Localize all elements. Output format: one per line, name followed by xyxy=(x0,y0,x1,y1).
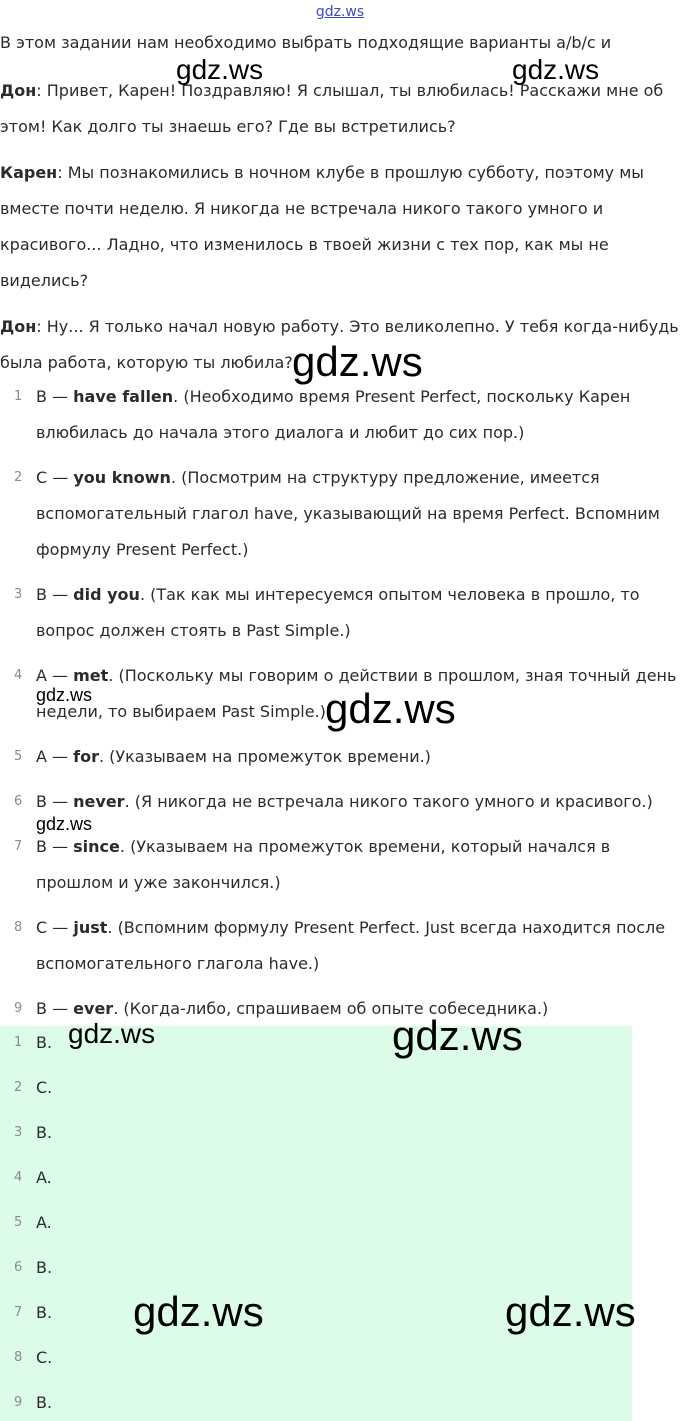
answer-phrase: ever xyxy=(73,999,114,1018)
intro-text: В этом задании нам необходимо выбрать подходящие варианты a/b/c и xyxy=(0,33,612,52)
item-number: 9 xyxy=(14,1001,23,1016)
answer-value: A. xyxy=(36,1168,52,1187)
explanation-text: B — since. (Указываем на промежуток времени, который начался в xyxy=(36,837,611,856)
speaker-name: Карен xyxy=(0,163,58,182)
watermark: gdz.ws xyxy=(36,814,93,834)
answer-phrase: you known xyxy=(73,468,171,487)
watermark: gdz.ws xyxy=(292,338,423,385)
site-link[interactable]: gdz.ws xyxy=(315,4,365,20)
answer-phrase: met xyxy=(73,666,109,685)
answer-phrase: have fallen xyxy=(73,387,174,406)
watermark: gdz.ws xyxy=(512,54,600,85)
explanation-text: C — you known. (Посмотрим на структуру предложение, имеется xyxy=(36,468,600,487)
answer-value: B. xyxy=(36,1123,53,1142)
item-number: 9 xyxy=(14,1395,23,1410)
item-number: 3 xyxy=(14,1125,23,1140)
watermark: gdz.ws xyxy=(133,1288,264,1335)
explanation-text: B — ever. (Когда-либо, спрашиваем об опыте собеседника.) xyxy=(36,999,549,1018)
dialogue-text: : Мы познакомились в ночном клубе в прошлую субботу, поэтому мы xyxy=(57,163,644,182)
item-number: 7 xyxy=(14,1305,23,1320)
watermark: gdz.ws xyxy=(325,685,456,732)
answer-phrase: just xyxy=(73,918,108,937)
item-number: 6 xyxy=(14,794,23,809)
dialogue-text: : Ну... Я только начал новую работу. Это великолепно. У тебя когда-нибудь xyxy=(36,317,679,336)
dialogue-line xyxy=(0,109,676,145)
dialogue-text: виделись? xyxy=(0,271,89,290)
item-number: 6 xyxy=(14,1260,23,1275)
answer-phrase: did you xyxy=(73,585,140,604)
answer-value: B. xyxy=(36,1393,53,1412)
item-number: 2 xyxy=(14,470,23,485)
answer-phrase: never xyxy=(73,792,125,811)
item-number: 8 xyxy=(14,920,23,935)
answer-value: B. xyxy=(36,1033,53,1052)
dialogue-text: вместе почти неделю. Я никогда не встречала никого такого умного и xyxy=(0,199,604,218)
item-number: 1 xyxy=(14,1035,23,1050)
watermark: gdz.ws xyxy=(392,1012,523,1059)
item-number: 2 xyxy=(14,1080,23,1095)
watermark: gdz.ws xyxy=(68,1018,156,1049)
item-number: 8 xyxy=(14,1350,23,1365)
dialogue-line xyxy=(0,155,676,191)
dialogue-line xyxy=(0,263,676,299)
watermark: gdz.ws xyxy=(36,685,93,705)
dialogue-text: этом! Как долго ты знаешь его? Где вы встретились? xyxy=(0,117,456,136)
watermark: gdz.ws xyxy=(505,1288,636,1335)
answer-phrase: since xyxy=(73,837,120,856)
item-number: 4 xyxy=(14,668,23,683)
answer-phrase: for xyxy=(73,747,99,766)
dialogue-line xyxy=(0,191,676,227)
explanation-text: B — did you. (Так как мы интересуемся опытом человека в прошло, то xyxy=(36,585,640,604)
explanation-text: B — never. (Я никогда не встречала никого такого умного и красивого.) xyxy=(36,792,653,811)
watermark: gdz.ws xyxy=(176,54,264,85)
explanation-text: A — for. (Указываем на промежуток времени.) xyxy=(36,747,431,766)
item-number: 1 xyxy=(14,389,23,404)
answer-value: A. xyxy=(36,1213,52,1232)
dialogue-line xyxy=(0,227,676,263)
item-number: 5 xyxy=(14,1215,23,1230)
item-number: 4 xyxy=(14,1170,23,1185)
dialogue-text: красивого... Ладно, что изменилось в твоей жизни с тех пор, как мы не xyxy=(0,235,609,254)
dialogue-text: была работа, которую ты любила? xyxy=(0,353,293,372)
item-number: 7 xyxy=(14,839,23,854)
explanation-text: C — just. (Вспомним формулу Present Perfect. Just всегда находится после xyxy=(36,918,666,937)
explanation-text: A — met. (Поскольку мы говорим о действии в прошлом, зная точный день xyxy=(36,666,677,685)
answer-value: C. xyxy=(36,1078,53,1097)
answer-value: B. xyxy=(36,1303,53,1322)
speaker-name: Дон xyxy=(0,317,37,336)
answer-value: B. xyxy=(36,1258,53,1277)
item-number: 3 xyxy=(14,587,23,602)
dialogue-text: : Привет, Карен! Поздравляю! Я слышал, ты влюбилась! Расскажи мне об xyxy=(36,81,664,100)
speaker-name: Дон xyxy=(0,81,37,100)
item-number: 5 xyxy=(14,749,23,764)
answer-value: C. xyxy=(36,1348,53,1367)
explanation-text: B — have fallen. (Необходимо время Present Perfect, поскольку Карен xyxy=(36,387,631,406)
